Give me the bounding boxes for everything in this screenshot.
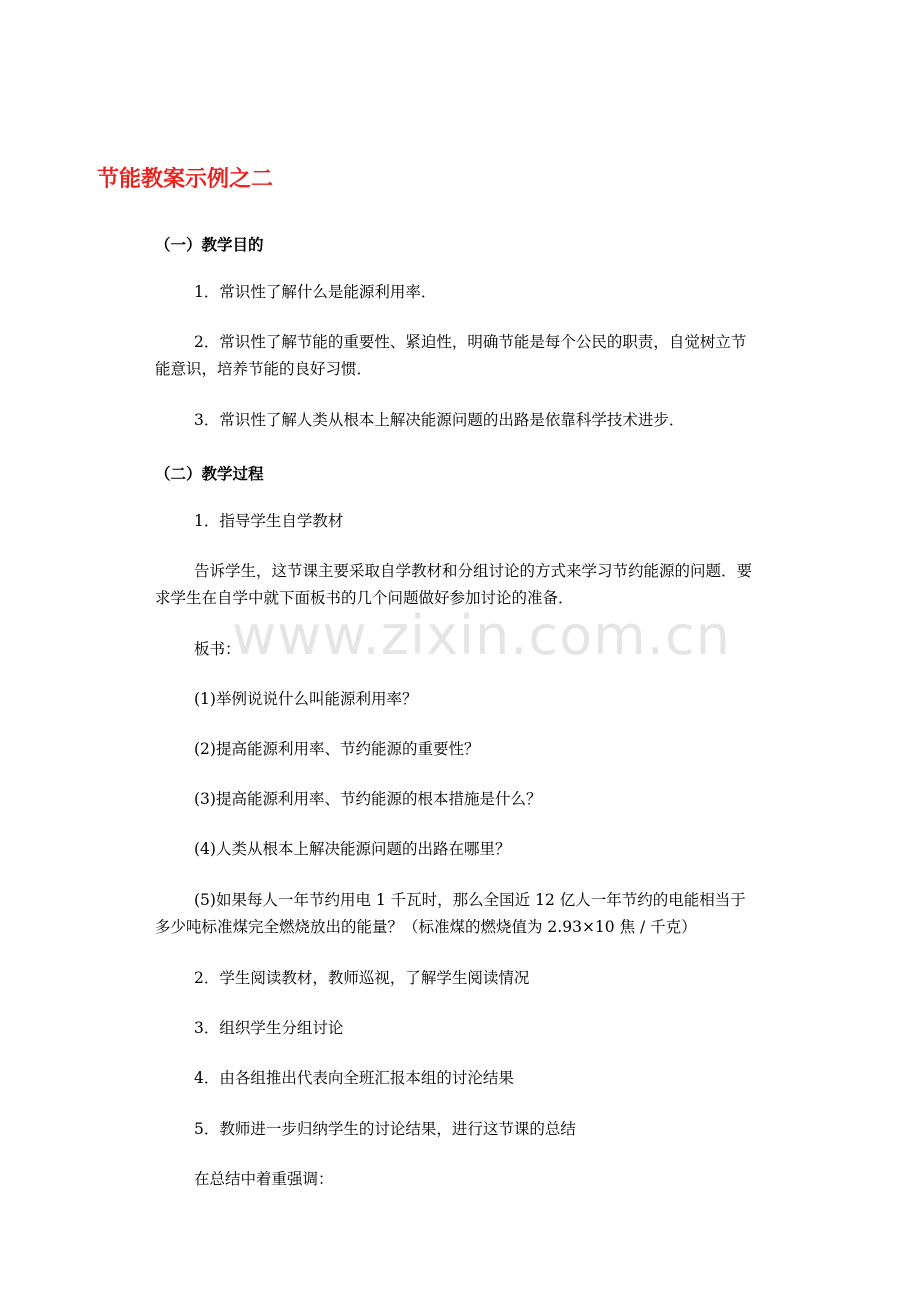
objective-item-1: 1．常识性了解什么是能源利用率． <box>194 283 437 301</box>
intro-paragraph-line-1: 告诉学生，这节课主要采取自学教材和分组讨论的方式来学习节约能源的问题．要 <box>194 562 753 580</box>
question-3: (3)提高能源利用率、节约能源的根本措施是什么？ <box>194 790 542 808</box>
question-4: (4)人类从根本上解决能源问题的出路在哪里？ <box>194 840 511 858</box>
question-5-continued: 多少吨标准煤完全燃烧放出的能量？（标准煤的燃烧值为 2.93×10 焦 / 千克） <box>155 918 697 936</box>
objective-item-2-continued: 能意识，培养节能的良好习惯． <box>155 360 373 378</box>
watermark: www.zixin.com.cn <box>232 604 731 667</box>
process-step-5: 5．教师进一步归纳学生的讨论结果，进行这节课的总结 <box>194 1120 576 1138</box>
intro-paragraph-line-2: 求学生在自学中就下面板书的几个问题做好参加讨论的准备． <box>155 589 574 607</box>
section-heading-objectives: （一）教学目的 <box>155 236 264 254</box>
process-step-4: 4．由各组推出代表向全班汇报本组的讨沦结果 <box>194 1069 514 1087</box>
objective-item-3: 3．常识性了解人类从根本上解决能源问题的出路是依靠科学技术进步． <box>194 411 685 429</box>
document-title: 节能教案示例之二 <box>97 167 274 192</box>
process-step-1: 1．指导学生自学教材 <box>194 512 344 530</box>
question-1: (1)举例说说什么叫能源利用率？ <box>194 690 418 708</box>
board-label: 板书： <box>194 640 241 658</box>
question-2: (2)提高能源利用率、节约能源的重要性？ <box>194 740 480 758</box>
objective-item-2: 2．常识性了解节能的重要性、紧迫性，明确节能是每个公民的职责，自觉树立节 <box>194 333 747 351</box>
question-5: (5)如果每人一年节约用电 1 千瓦时，那么全国近 12 亿人一年节约的电能相当于 <box>194 891 746 909</box>
summary-intro: 在总结中着重强调： <box>194 1170 334 1188</box>
process-step-3: 3．组织学生分组讨论 <box>194 1019 344 1037</box>
process-step-2: 2．学生阅读教材，教师巡视，了解学生阅读情况 <box>194 969 530 987</box>
section-heading-process: （二）教学过程 <box>155 465 264 483</box>
